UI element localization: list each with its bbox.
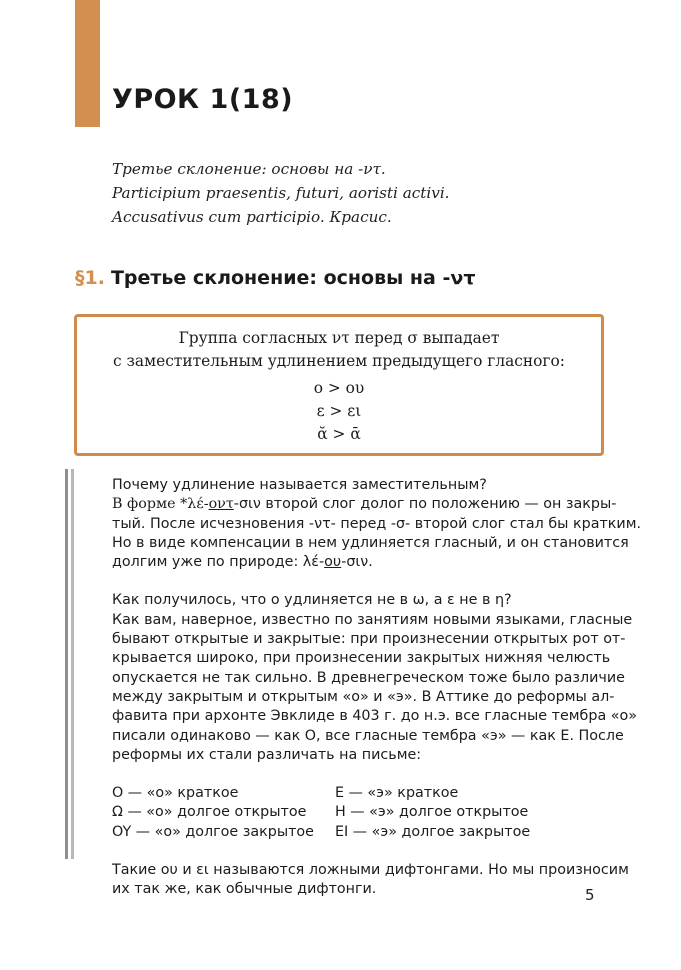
note-line: фавита при архонте Эвклиде в 403 г. до н.э. все гласные тембра «о» [112, 708, 637, 725]
note-line: опускается не так сильно. В древнегреческом тоже было различие [112, 669, 625, 686]
page-number: 5 [585, 886, 595, 904]
note-line: реформы их стали различать на письме: [112, 746, 422, 763]
note-line: между закрытым и открытым «о» и «э». В Аттике до реформы ал- [112, 688, 615, 705]
note-bar-light [71, 469, 74, 859]
note-line: бывают открытые и закрытые: при произнесении открытых рот от- [112, 631, 626, 648]
vowel-entry: Ω — «о» долгое открытое [112, 804, 307, 821]
note-line: их так же, как обычные дифтонги. [112, 881, 377, 898]
rule-example: ᾰ > ᾱ [317, 425, 361, 443]
section-title: Третье склонение: основы на -ντ [110, 267, 476, 289]
note-line: тый. После исчезновения -ντ- перед -σ- второй слог стал бы кратким. [112, 515, 642, 532]
note-line: крывается широко, при произнесении закрытых нижняя челюсть [112, 650, 611, 667]
rule-box [74, 314, 604, 456]
topic-line: Третье склонение: основы на -ντ. [112, 160, 386, 178]
vowel-column-e [335, 784, 558, 842]
lesson-title: УРОК 1(18) [112, 84, 294, 115]
note-line: писали одинаково — как O, все гласные тембра «э» — как E. После [112, 727, 624, 744]
underlined-fragment: οντ [208, 496, 234, 513]
text-fragment: -σιν второй слог долог по положению — он закры- [233, 496, 617, 513]
note-line [112, 553, 596, 572]
note-question: Почему удлинение называется заместительным? [112, 477, 487, 493]
vowel-table [112, 784, 596, 842]
vowel-entry: EI — «э» долгое закрытое [335, 823, 531, 840]
note-line: Но в виде компенсации в нем удлиняется гласный, и он становится [112, 534, 629, 551]
lesson-topics [112, 157, 450, 229]
topic-line: Participium praesentis, futuri, aoristi activi. [112, 184, 450, 202]
note-line [112, 495, 617, 514]
text-fragment: -σιν. [341, 554, 373, 571]
rule-text-line: Группа согласных ντ перед σ выпадает [178, 329, 500, 347]
vowel-entry: OY — «о» долгое закрытое [112, 823, 314, 840]
vowel-entry: H — «э» долгое открытое [335, 804, 529, 821]
note-paragraph [112, 591, 637, 765]
text-fragment: В форме *λέ- [112, 496, 209, 513]
section-heading [75, 267, 475, 289]
vowel-column-o [112, 784, 335, 842]
note-line: Такие ου и ει называются ложными дифтонгами. Но мы произносим [112, 862, 629, 879]
rule-example: ο > ου [313, 379, 365, 397]
text-fragment: долгим уже по природе: λέ- [112, 554, 325, 571]
note-line: Как вам, наверное, известно по занятиям новыми языками, гласные [112, 611, 633, 628]
vowel-entry: E — «э» краткое [335, 785, 459, 802]
chapter-accent-bar [75, 0, 100, 127]
section-number: §1. [75, 267, 105, 289]
topic-line: Accusativus cum participio. Красис. [112, 208, 392, 226]
rule-text-line: с заместительным удлинением предыдущего гласного: [113, 352, 565, 370]
note-question: Как получилось, что ο удлиняется не в ω, а ε не в η? [112, 592, 512, 609]
note-paragraph [112, 476, 642, 572]
vowel-entry: O — «о» краткое [112, 785, 239, 802]
note-paragraph [112, 861, 629, 900]
note-margin-bars [65, 469, 75, 859]
underlined-fragment: ου [324, 554, 342, 571]
note-block [112, 476, 642, 900]
rule-example: ε > ει [316, 402, 362, 420]
note-bar-dark [65, 469, 68, 859]
